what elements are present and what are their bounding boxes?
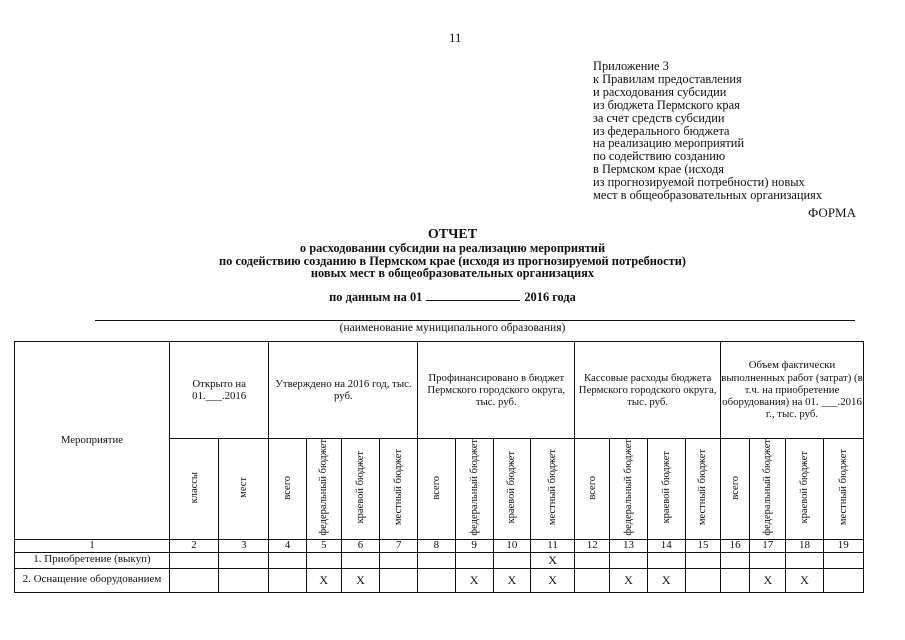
column-number: 10 [493, 539, 530, 552]
page-number: 11 [449, 30, 462, 45]
appendix-line: из прогнозируемой потребности) новых [593, 175, 805, 190]
report-table [14, 341, 864, 593]
table-cell[interactable] [380, 552, 418, 568]
form-label: ФОРМА [808, 205, 856, 220]
row-label: 1. Приобретение (выкуп) [15, 552, 170, 568]
subheader-total: всего [575, 439, 610, 540]
subheader-total: всего [721, 439, 750, 540]
date-prefix: по данным на 01 [329, 290, 423, 304]
table-cell[interactable] [786, 552, 823, 568]
table-row [15, 552, 864, 568]
subheader-regional: краевой бюджет [647, 439, 685, 540]
header-activity: Мероприятие [15, 342, 170, 540]
table-cell[interactable] [823, 552, 863, 568]
subheader-total: всего [418, 439, 455, 540]
header-opened: Открыто на 01.___.2016 [169, 342, 269, 439]
column-number: 12 [575, 539, 610, 552]
header-cash-expenses: Кассовые расходы бюджета Пермского городского округа, тыс. руб. [575, 342, 721, 439]
appendix-line: мест в общеобразовательных организациях [593, 188, 823, 203]
appendix-line: в Пермском крае (исходя [593, 162, 725, 177]
column-number: 2 [169, 539, 218, 552]
table-cell[interactable]: X [750, 568, 786, 592]
column-number: 16 [721, 539, 750, 552]
date-suffix: 2016 года [524, 290, 576, 304]
column-number: 14 [647, 539, 685, 552]
header-financed: Профинансировано в бюджет Пермского городского округа, тыс. руб. [418, 342, 575, 439]
subheader-local: местный бюджет [380, 439, 418, 540]
appendix-line: на реализацию мероприятий [593, 136, 745, 151]
table-cell[interactable] [269, 568, 306, 592]
table-cell[interactable]: X [610, 568, 647, 592]
municipality-caption: (наименование муниципального образования) [339, 322, 566, 334]
table-cell[interactable] [721, 552, 750, 568]
table-row [15, 568, 864, 592]
table-cell[interactable] [685, 568, 720, 592]
table-cell[interactable] [750, 552, 786, 568]
table-cell[interactable] [823, 568, 863, 592]
table-cell[interactable]: X [455, 568, 493, 592]
appendix-line: по содействию созданию [593, 149, 726, 164]
table-cell[interactable]: X [341, 568, 379, 592]
table-cell[interactable] [455, 552, 493, 568]
table-cell[interactable]: X [786, 568, 823, 592]
appendix-line: к Правилам предоставления [593, 71, 742, 86]
column-number-row [15, 539, 864, 552]
table-cell[interactable] [647, 552, 685, 568]
report-subtitle [0, 242, 905, 280]
subheader-local: местный бюджет [685, 439, 720, 540]
column-number: 5 [306, 539, 341, 552]
row-label: 2. Оснащение оборудованием [15, 568, 170, 592]
column-number: 9 [455, 539, 493, 552]
column-number: 1 [15, 539, 170, 552]
subheader-federal: федеральный бюджет [455, 439, 493, 540]
table-cell[interactable] [610, 552, 647, 568]
table-cell[interactable]: X [306, 568, 341, 592]
subheader-total: всего [269, 439, 306, 540]
table-cell[interactable] [219, 568, 269, 592]
subheader-regional: краевой бюджет [341, 439, 379, 540]
table-cell[interactable] [269, 552, 306, 568]
subheader-places: мест [219, 439, 269, 540]
table-cell[interactable] [575, 552, 610, 568]
subheader-local: местный бюджет [530, 439, 574, 540]
column-number: 4 [269, 539, 306, 552]
table-cell[interactable] [575, 568, 610, 592]
subheader-local: местный бюджет [823, 439, 863, 540]
table-cell[interactable]: X [647, 568, 685, 592]
column-number: 17 [750, 539, 786, 552]
subtitle-line: по содействию созданию в Пермском крае (исходя из прогнозируемой потребности) [219, 253, 686, 268]
table-cell[interactable]: X [530, 568, 574, 592]
column-number: 7 [380, 539, 418, 552]
appendix-line: и расходования субсидии [593, 84, 727, 99]
table-cell[interactable] [380, 568, 418, 592]
appendix-line: из бюджета Пермского края [593, 97, 740, 112]
column-number: 19 [823, 539, 863, 552]
column-number: 18 [786, 539, 823, 552]
appendix-line: за счет средств субсидии [593, 110, 725, 125]
table-cell[interactable] [341, 552, 379, 568]
subheader-regional: краевой бюджет [493, 439, 530, 540]
subheader-federal: федеральный бюджет [610, 439, 647, 540]
column-number: 13 [610, 539, 647, 552]
subheader-regional: краевой бюджет [786, 439, 823, 540]
table-cell[interactable] [169, 568, 218, 592]
table-cell[interactable] [418, 552, 455, 568]
subheader-federal: федеральный бюджет [750, 439, 786, 540]
municipality-field-line[interactable] [95, 320, 855, 321]
column-number: 8 [418, 539, 455, 552]
appendix-line: из федерального бюджета [593, 123, 730, 138]
subtitle-line: о расходовании субсидии на реализацию мероприятий [299, 241, 606, 255]
appendix-line: Приложение 3 [593, 59, 669, 73]
date-blank-field[interactable] [426, 289, 520, 301]
header-work-volume: Объем фактически выполненных работ (затрат) (в т.ч. на приобретение оборудования) на 01. ___.2016 г., тыс. руб. [721, 342, 864, 439]
appendix-block [593, 60, 822, 202]
report-title: ОТЧЕТ [427, 227, 478, 242]
column-number: 15 [685, 539, 720, 552]
table-cell[interactable] [219, 552, 269, 568]
table-cell[interactable] [685, 552, 720, 568]
table-cell[interactable] [306, 552, 341, 568]
subheader-federal: федеральный бюджет [306, 439, 341, 540]
table-cell[interactable]: X [493, 568, 530, 592]
table-cell[interactable] [169, 552, 218, 568]
report-date-line [0, 289, 905, 305]
subheader-classes: классы [169, 439, 218, 540]
subtitle-line: новых мест в общеобразовательных организациях [310, 266, 595, 281]
table-cell[interactable] [493, 552, 530, 568]
column-number: 6 [341, 539, 379, 552]
table-cell[interactable] [418, 568, 455, 592]
table-cell[interactable]: X [530, 552, 574, 568]
column-number: 11 [530, 539, 574, 552]
header-approved: Утверждено на 2016 год, тыс. руб. [269, 342, 418, 439]
column-number: 3 [219, 539, 269, 552]
table-cell[interactable] [721, 568, 750, 592]
